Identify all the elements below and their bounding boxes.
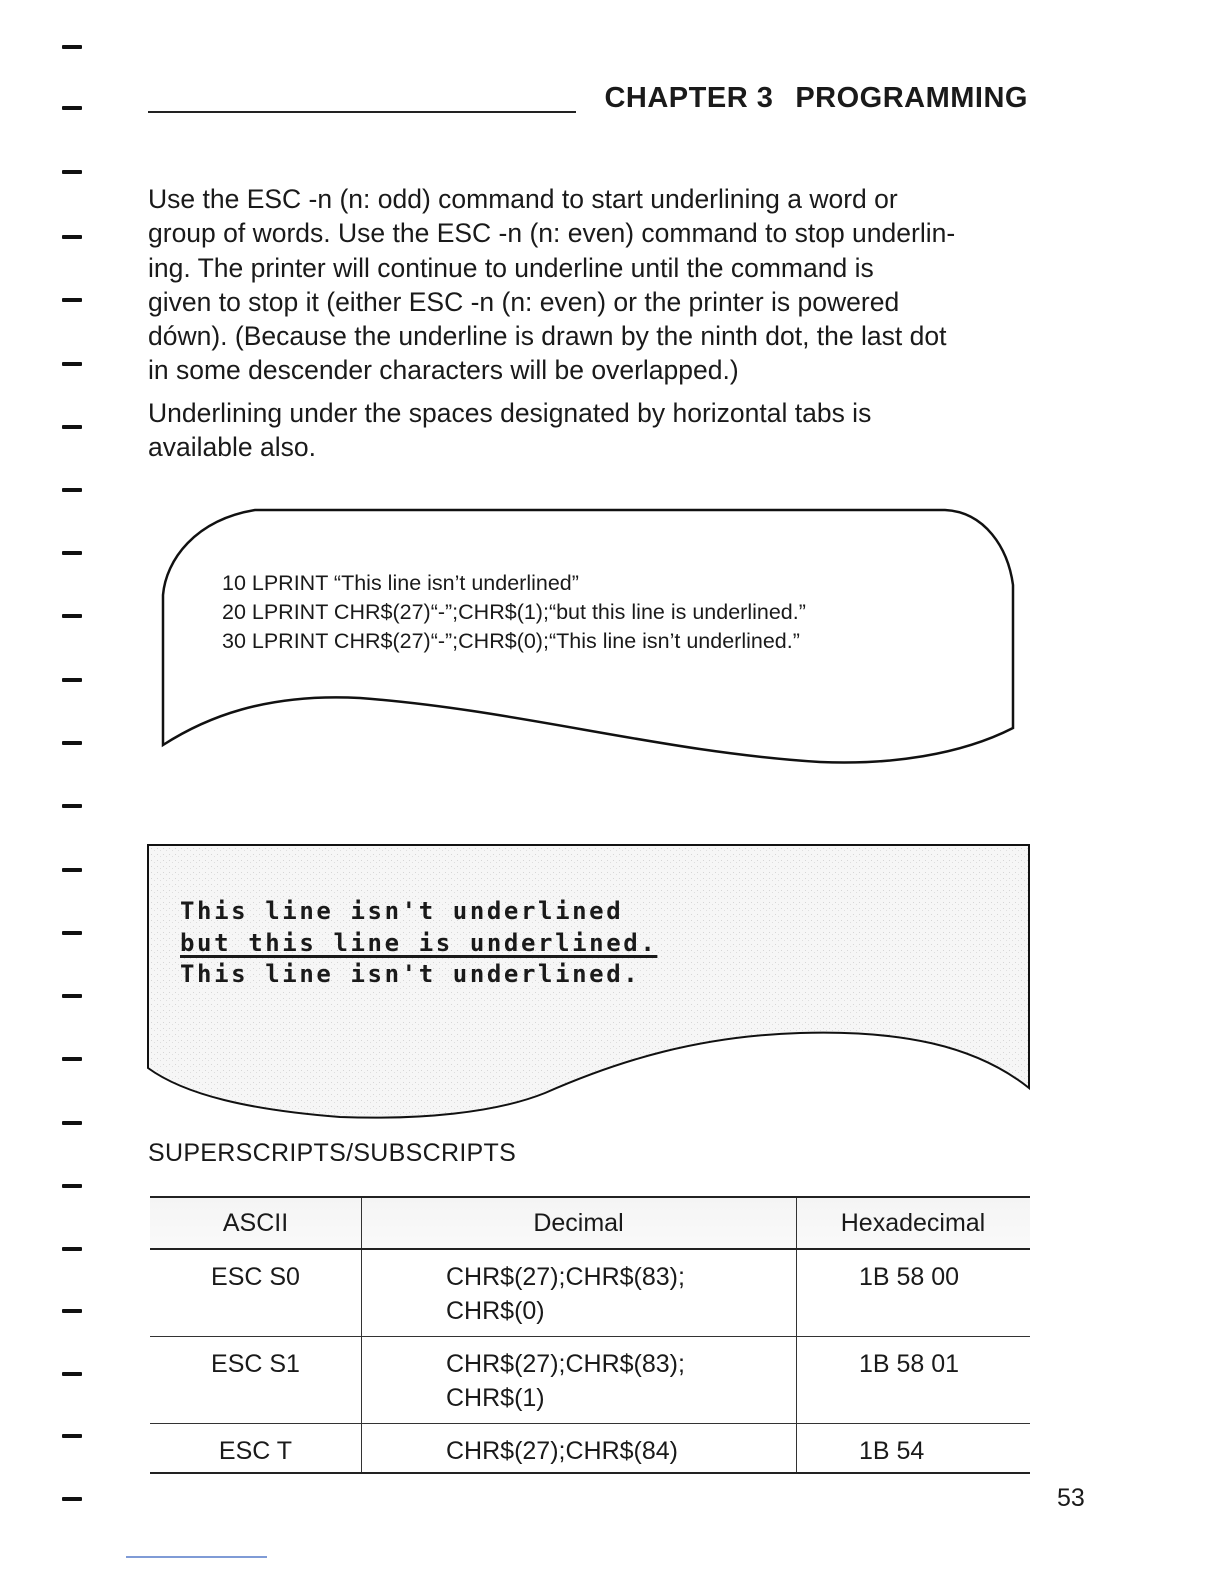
paragraph-line: group of words. Use the ESC -n (n: even) command to stop underlin- <box>148 218 956 249</box>
section-title: SUPERSCRIPTS/SUBSCRIPTS <box>148 1139 517 1167</box>
paragraph-line: Underlining under the spaces designated by horizontal tabs is <box>148 398 872 428</box>
decimal-line: CHR$(27);CHR$(83); <box>446 1350 685 1378</box>
decimal-line: CHR$(1) <box>446 1384 545 1412</box>
table-row <box>150 1424 1030 1474</box>
paragraph-line: available also. <box>148 432 316 463</box>
margin-tick <box>62 1372 82 1376</box>
cell-hex: 1B 58 00 <box>797 1249 1031 1337</box>
decimal-line: CHR$(27);CHR$(84) <box>446 1437 678 1465</box>
paragraph-line: ing. The printer will continue to underline until the command is <box>148 252 874 283</box>
chapter-title: PROGRAMMING <box>795 82 1028 114</box>
code-line: 10 LPRINT “This line isn’t underlined” <box>222 571 579 595</box>
decimal-line: CHR$(27);CHR$(83); <box>446 1263 685 1291</box>
output-line: This line isn't underlined <box>180 897 624 925</box>
output-line-underlined: but this line is underlined. <box>180 928 658 957</box>
table-header-row <box>150 1197 1030 1249</box>
cell-ascii: ESC S0 <box>150 1249 362 1337</box>
paragraph-line: in some descender characters will be overlapped.) <box>148 355 739 386</box>
margin-tick <box>62 1434 82 1438</box>
code-line: 20 LPRINT CHR$(27)“-”;CHR$(1);“but this line is underlined.” <box>222 600 806 624</box>
page-number: 53 <box>1057 1484 1085 1512</box>
command-table <box>150 1196 1030 1474</box>
cell-hex: 1B 54 <box>797 1424 1031 1474</box>
chapter-label: CHAPTER 3 <box>604 82 774 114</box>
margin-tick <box>62 1309 82 1313</box>
code-line: 30 LPRINT CHR$(27)“-”;CHR$(0);“This line isn’t underlined.” <box>222 629 800 653</box>
cell-decimal <box>362 1424 797 1474</box>
column-header-decimal: Decimal <box>362 1197 797 1249</box>
column-header-hexadecimal: Hexadecimal <box>797 1197 1031 1249</box>
cell-hex: 1B 58 01 <box>797 1337 1031 1424</box>
margin-tick <box>62 1247 82 1251</box>
footer-scan-line <box>126 1556 267 1558</box>
cell-ascii: ESC T <box>150 1424 362 1474</box>
cell-decimal <box>362 1337 797 1424</box>
table-row <box>150 1249 1030 1337</box>
column-header-ascii: ASCII <box>150 1197 362 1249</box>
printer-output <box>180 896 657 991</box>
margin-tick <box>62 1497 82 1501</box>
paragraph-line: given to stop it (either ESC -n (n: even) or the printer is powered <box>148 286 900 317</box>
paragraph-line: dówn). (Because the underline is drawn by the ninth dot, the last dot <box>148 321 947 352</box>
cell-ascii: ESC S1 <box>150 1337 362 1424</box>
output-line: This line isn't underlined. <box>180 960 641 988</box>
decimal-line: CHR$(0) <box>446 1297 545 1325</box>
table-row <box>150 1337 1030 1424</box>
paragraph-line: Use the ESC -n (n: odd) command to start underlining a word or <box>148 184 898 214</box>
cell-decimal <box>362 1249 797 1337</box>
